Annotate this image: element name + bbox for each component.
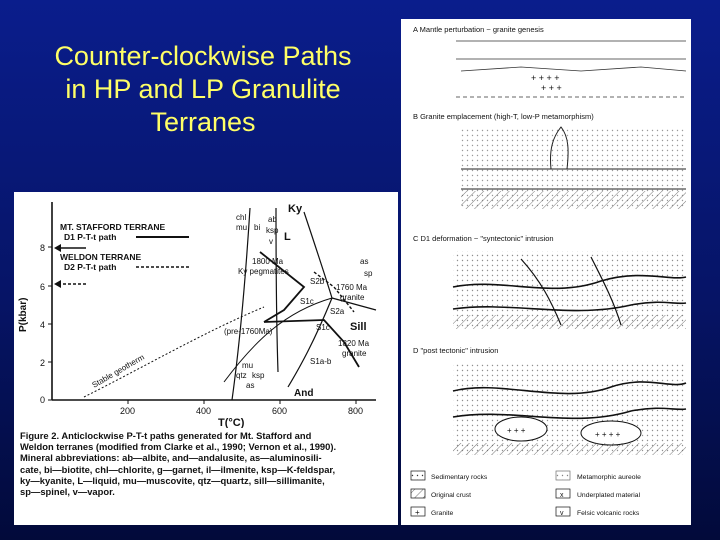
label-1760-granite: granite xyxy=(340,293,365,302)
y-tick-label: 4 xyxy=(40,320,46,330)
label-s2b: S2b xyxy=(310,277,325,286)
granite-marks-d2: + + + + xyxy=(595,430,621,439)
caption-line: ky—kyanite, L—liquid, mu—muscovite, qtz—quartz, sill—sillimanite, xyxy=(20,474,325,486)
svg-text:x: x xyxy=(560,492,564,499)
pt-legend xyxy=(60,222,189,272)
label-as-bi: as xyxy=(360,257,369,266)
label-ksp2: ksp xyxy=(252,371,265,380)
legend-underplated: Underplated material xyxy=(577,492,641,499)
label-bi: bi xyxy=(254,223,261,232)
label-stable-geotherm: Stable geotherm xyxy=(90,352,146,390)
panel-c xyxy=(413,234,686,329)
x-tick-label: 600 xyxy=(272,406,288,416)
x-ticks xyxy=(120,400,363,416)
y-tick-label: 0 xyxy=(40,395,46,405)
title-line-1: Counter-clockwise Paths xyxy=(54,41,352,71)
label-sill: Sill xyxy=(350,321,367,333)
label-1820-age: 1820 Ma xyxy=(338,339,370,348)
panel-a xyxy=(413,25,686,97)
granite-marks-d1: + + + xyxy=(507,426,526,435)
panel-c-title: C D1 deformation ~ "syntectonic" intrusion xyxy=(413,234,554,243)
svg-text:v: v xyxy=(560,510,564,517)
legend-original-crust: Original crust xyxy=(431,492,472,499)
x-tick-label: 800 xyxy=(348,406,364,416)
label-ksp: ksp xyxy=(266,226,279,235)
label-sp: sp xyxy=(364,269,373,278)
legend-terrane2-path: D2 P-T-t path xyxy=(64,262,117,272)
panel-d-title: D "post tectonic" intrusion xyxy=(413,346,499,355)
slide-title xyxy=(18,40,388,139)
legend-terrane1: MT. STAFFORD TERRANE xyxy=(60,222,166,232)
label-mu2: mu xyxy=(242,361,254,370)
legend-sedimentary: Sedimentary rocks xyxy=(431,474,488,481)
label-as2: as xyxy=(246,381,255,390)
label-1760-age: 1760 Ma xyxy=(336,283,368,292)
label-chl: chl xyxy=(236,213,247,222)
x-tick-label: 200 xyxy=(120,406,136,416)
legend-granite: Granite xyxy=(431,510,454,517)
label-ky-peg: Ky pegmatites xyxy=(238,267,289,276)
cross-section-diagram xyxy=(401,19,691,525)
y-ticks xyxy=(40,243,52,405)
legend-terrane2: WELDON TERRANE xyxy=(60,252,142,262)
caption-line: sp—spinel, v—vapor. xyxy=(20,486,115,498)
caption-line: cate, bi—biotite, chl—chlorite, g—garnet, il—ilmenite, ksp—K-feldspar, xyxy=(20,463,336,475)
label-mu: mu xyxy=(236,223,248,232)
pt-diagram xyxy=(14,192,398,428)
svg-text:+ + +: + + + xyxy=(541,83,562,93)
caption-line: Figure 2. Anticlockwise P-T-t paths generated for Mt. Stafford and xyxy=(20,430,312,441)
figure-caption xyxy=(20,430,394,497)
caption-line: Weldon terranes (modified from Clarke et al., 1990; Vernon et al., 1990). xyxy=(20,441,337,453)
legend-felsic: Felsic volcanic rocks xyxy=(577,510,640,517)
panel-b-title: B Granite emplacement (high-T, low-P metamorphism) xyxy=(413,112,594,121)
label-s1ab: S1a-b xyxy=(310,357,332,366)
cross-section-figure xyxy=(401,19,691,525)
x-axis-label: T(°C) xyxy=(218,417,245,428)
legend-aureole: Metamorphic aureole xyxy=(577,474,641,481)
y-axis-label: P(kbar) xyxy=(18,297,29,332)
panel-a-title: A Mantle perturbation ~ granite genesis xyxy=(413,25,544,34)
panel-d xyxy=(413,346,686,455)
label-qtz: qtz xyxy=(236,371,247,380)
sill-and-curve xyxy=(288,298,332,387)
label-1820-granite: granite xyxy=(342,349,367,358)
label-ky-peg-age: 1800 Ma xyxy=(252,257,284,266)
label-ky: Ky xyxy=(288,203,303,215)
label-ab: ab xyxy=(268,215,277,224)
title-line-3: Terranes xyxy=(150,107,256,137)
label-v: v xyxy=(269,237,273,246)
pt-diagram-figure xyxy=(14,192,398,525)
label-s2a: S2a xyxy=(330,307,345,316)
svg-text:+: + xyxy=(415,508,420,517)
y-tick-label: 8 xyxy=(40,243,46,253)
label-and: And xyxy=(294,388,314,399)
x-tick-label: 400 xyxy=(196,406,212,416)
panel-b xyxy=(413,112,686,209)
y-tick-label: 6 xyxy=(40,282,46,292)
granite-marks-a: + + + + xyxy=(531,73,560,83)
caption-line: Mineral abbreviations: ab—albite, and—andalusite, as—aluminosili- xyxy=(20,452,322,464)
label-pre1760: (pre-1760Ma) xyxy=(224,327,273,336)
stable-geotherm-curve xyxy=(84,307,264,397)
rock-legend xyxy=(411,471,641,517)
title-line-2: in HP and LP Granulite xyxy=(65,74,341,104)
label-l: L xyxy=(284,231,291,243)
legend-terrane1-path: D1 P-T-t path xyxy=(64,232,117,242)
reaction-curves xyxy=(84,208,376,400)
y-tick-label: 2 xyxy=(40,358,46,368)
label-s1c: S1c xyxy=(300,297,314,306)
label-s1c-b: S1c xyxy=(316,323,330,332)
